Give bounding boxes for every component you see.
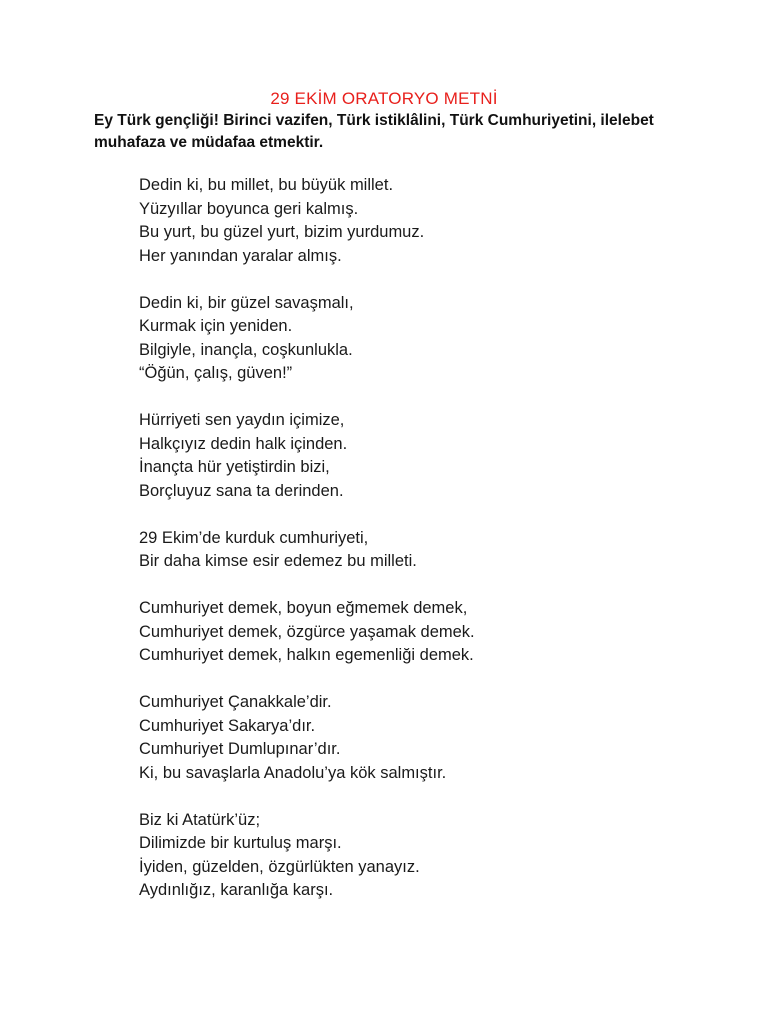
poem-line: Halkçıyız dedin halk içinden.	[139, 434, 348, 453]
stanza-4	[139, 527, 659, 574]
poem-line: Dilimizde bir kurtuluş marşı.	[139, 834, 342, 852]
stanza-6	[139, 691, 659, 785]
poem-line: Yüzyıllar boyunca geri kalmış.	[139, 199, 359, 218]
poem-line: Biz ki Atatürk’üz;	[139, 810, 261, 829]
stanza-1	[139, 174, 659, 268]
poem-line: Cumhuriyet demek, boyun eğmemek demek,	[139, 599, 468, 617]
poem-line: İyiden, güzelden, özgürlükten yanayız.	[139, 857, 420, 876]
poem-line: Her yanından yaralar almış.	[139, 246, 342, 265]
document-title: 29 EKİM ORATORYO METNİ	[270, 89, 498, 108]
poem-line: Cumhuriyet demek, halkın egemenliği demek.	[139, 646, 474, 664]
poem-line: İnançta hür yetiştirdin bizi,	[139, 458, 330, 476]
stanza-5	[139, 597, 659, 668]
stanza-7	[139, 809, 659, 903]
poem-line: Dedin ki, bir güzel savaşmalı,	[139, 293, 354, 312]
poem-line: Aydınlığız, karanlığa karşı.	[139, 881, 334, 899]
poem	[139, 174, 659, 926]
poem-line: Cumhuriyet demek, özgürce yaşamak demek.	[139, 622, 475, 641]
poem-line: Bilgiyle, inançla, coşkunlukla.	[139, 340, 353, 359]
poem-line: Bu yurt, bu güzel yurt, bizim yurdumuz.	[139, 223, 425, 241]
poem-line: Hürriyeti sen yaydın içimize,	[139, 411, 345, 429]
poem-line: Dedin ki, bu millet, bu büyük millet.	[139, 176, 394, 194]
poem-line: “Öğün, çalış, güven!”	[139, 364, 293, 382]
poem-line: Cumhuriyet Sakarya’dır.	[139, 716, 316, 735]
poem-line: Ki, bu savaşlarla Anadolu’ya kök salmıştır.	[139, 763, 447, 782]
poem-line: Kurmak için yeniden.	[139, 317, 293, 335]
poem-line: 29 Ekim’de kurduk cumhuriyeti,	[139, 528, 369, 547]
stanza-3	[139, 409, 659, 503]
stanza-2	[139, 292, 659, 386]
poem-line: Bir daha kimse esir edemez bu milleti.	[139, 552, 417, 570]
poem-line: Cumhuriyet Çanakkale’dir.	[139, 693, 332, 711]
intro-quote: Ey Türk gençliği! Birinci vazifen, Türk istiklâlini, Türk Cumhuriyetini, ilelebet muhafaza ve müdafaa etmektir.	[94, 112, 654, 151]
poem-line: Cumhuriyet Dumlupınar’dır.	[139, 740, 341, 758]
poem-line: Borçluyuz sana ta derinden.	[139, 481, 344, 500]
